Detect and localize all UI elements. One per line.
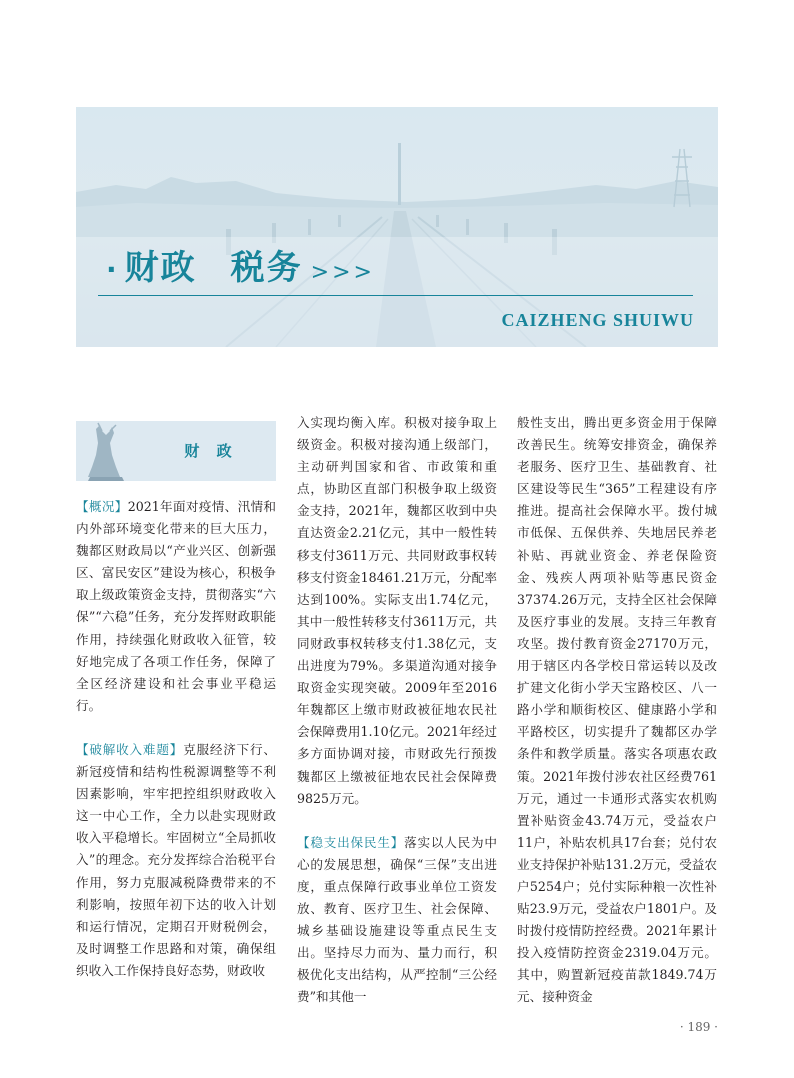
paragraph-text: 般性支出，腾出更多资金用于保障改善民生。统筹安排资金，确保养老服务、医疗卫生、基础教育、社区建设等民生“365”工程建设有序推进。提高社会保障水平。拨付城市低保、五保供养、失地居民养老补贴、再就业资金、养老保险资金、残疾人两项补贴等惠民资金37374.26万元，支持全区社会保障及医疗事业的发展。支持三年教育攻坚。拨付教育资金27170万元，用于辖区内各学校日常运转以及改扩建文化街小学天宝路校区、八一路小学和顺街校区、健康路小学和平路校区，切实提升了魏都区办学条件和教学质量。落实各项惠农政策。2021年拨付涉农社区经费761万元，通过一卡通形式落实农机购置补贴资金43.74万元，受益农户11户，补贴农机具17台套；兑付农业支持保护补贴131.2万元，受益农户5254户；兑付实际种粮一次性补贴23.9万元，受益农户1801户。及时拨付疫情防控经费。2021年累计投入疫情防控资金2319.04万元。其中，购置新冠疫苗款1849.74万元、接种资金 [517,415,717,1005]
title-bullet: · [106,253,119,286]
section-title: 财 政 [184,442,238,460]
text-column-3 [517,412,717,1009]
chapter-banner [76,107,718,347]
paragraph [76,496,276,717]
paragraph-keyword: 【稳支出保民生】 [297,834,405,850]
text-column-2 [297,412,497,1008]
paragraph-keyword: 【概况】 [76,499,128,514]
paragraph-keyword: 【破解收入难题】 [76,741,184,757]
statue-icon [76,421,136,481]
chapter-subtitle: CAIZHENG SHUIWU [501,310,694,330]
paragraph-text: 克服经济下行、新冠疫情和结构性税源调整等不利因素影响，牢牢把控组织财政收入这一中心工作，全力以赴实现财政收入平稳增长。牢固树立“全局抓收入”的理念。充分发挥综合治税平台作用，努力克服减税降费带来的不利影响，按照年初下达的收入计划和运行情况，定期召开财税例会，及时调整工作思路和对策，确保组织收入工作保持良好态势，财政收 [76,741,277,978]
section-header [76,421,276,481]
chapter-title [106,240,375,289]
paragraph [517,412,717,1009]
page-number: · 189 · [679,1020,718,1034]
paragraph-text: 入实现均衡入库。积极对接争取上级资金。积极对接沟通上级部门，主动研判国家和省、市政策和重点，协助区直部门积极争取上级资金支持，2021年，魏都区收到中央直达资金2.21亿元，其中一般性转移支付3611万元、共同财政事权转移支付资金18461.21万元，分配率达到100%。实际支出1.74亿元，其中一般性转移支付3611万元，共同财政事权转移支付1.38亿元，支出进度为79%。多渠道沟通对接争取资金实现突破。2009年至2016年魏都区上缴市财政被征地农民社会保障费用1.10亿元。2021年经过多方面协调对接，市财政先行预拨魏都区上缴被征地农民社会保障费9825万元。 [297,415,497,806]
title-arrows: >>> [310,260,375,285]
paragraph [76,739,276,982]
title-divider [98,295,693,296]
paragraph-text: 落实以人民为中心的发展思想，确保“三保”支出进度，重点保障行政事业单位工资发放、教育、医疗卫生、社会保障、城乡基础设施建设等重点民生支出。坚持尽力而为、量力而行，积极优化支出结构，从严控制“三公经费”和其他一 [297,834,498,1005]
paragraph-text: 2021年面对疫情、汛情和内外部环境变化带来的巨大压力，魏都区财政局以“产业兴区、创新强区、富民安区”建设为核心，积极争取上级政策资金支持，贯彻落实“六保”“六稳”任务，充分发挥财政职能作用，持续强化财政收入征管，较好地完成了各项工作任务，保障了全区经济建设和社会事业平稳运行。 [76,499,277,713]
paragraph [297,412,497,810]
title-part-1: 财政 [124,248,197,288]
paragraph [297,832,497,1009]
text-column-1 [76,496,276,982]
title-part-2: 税务 [230,248,303,288]
